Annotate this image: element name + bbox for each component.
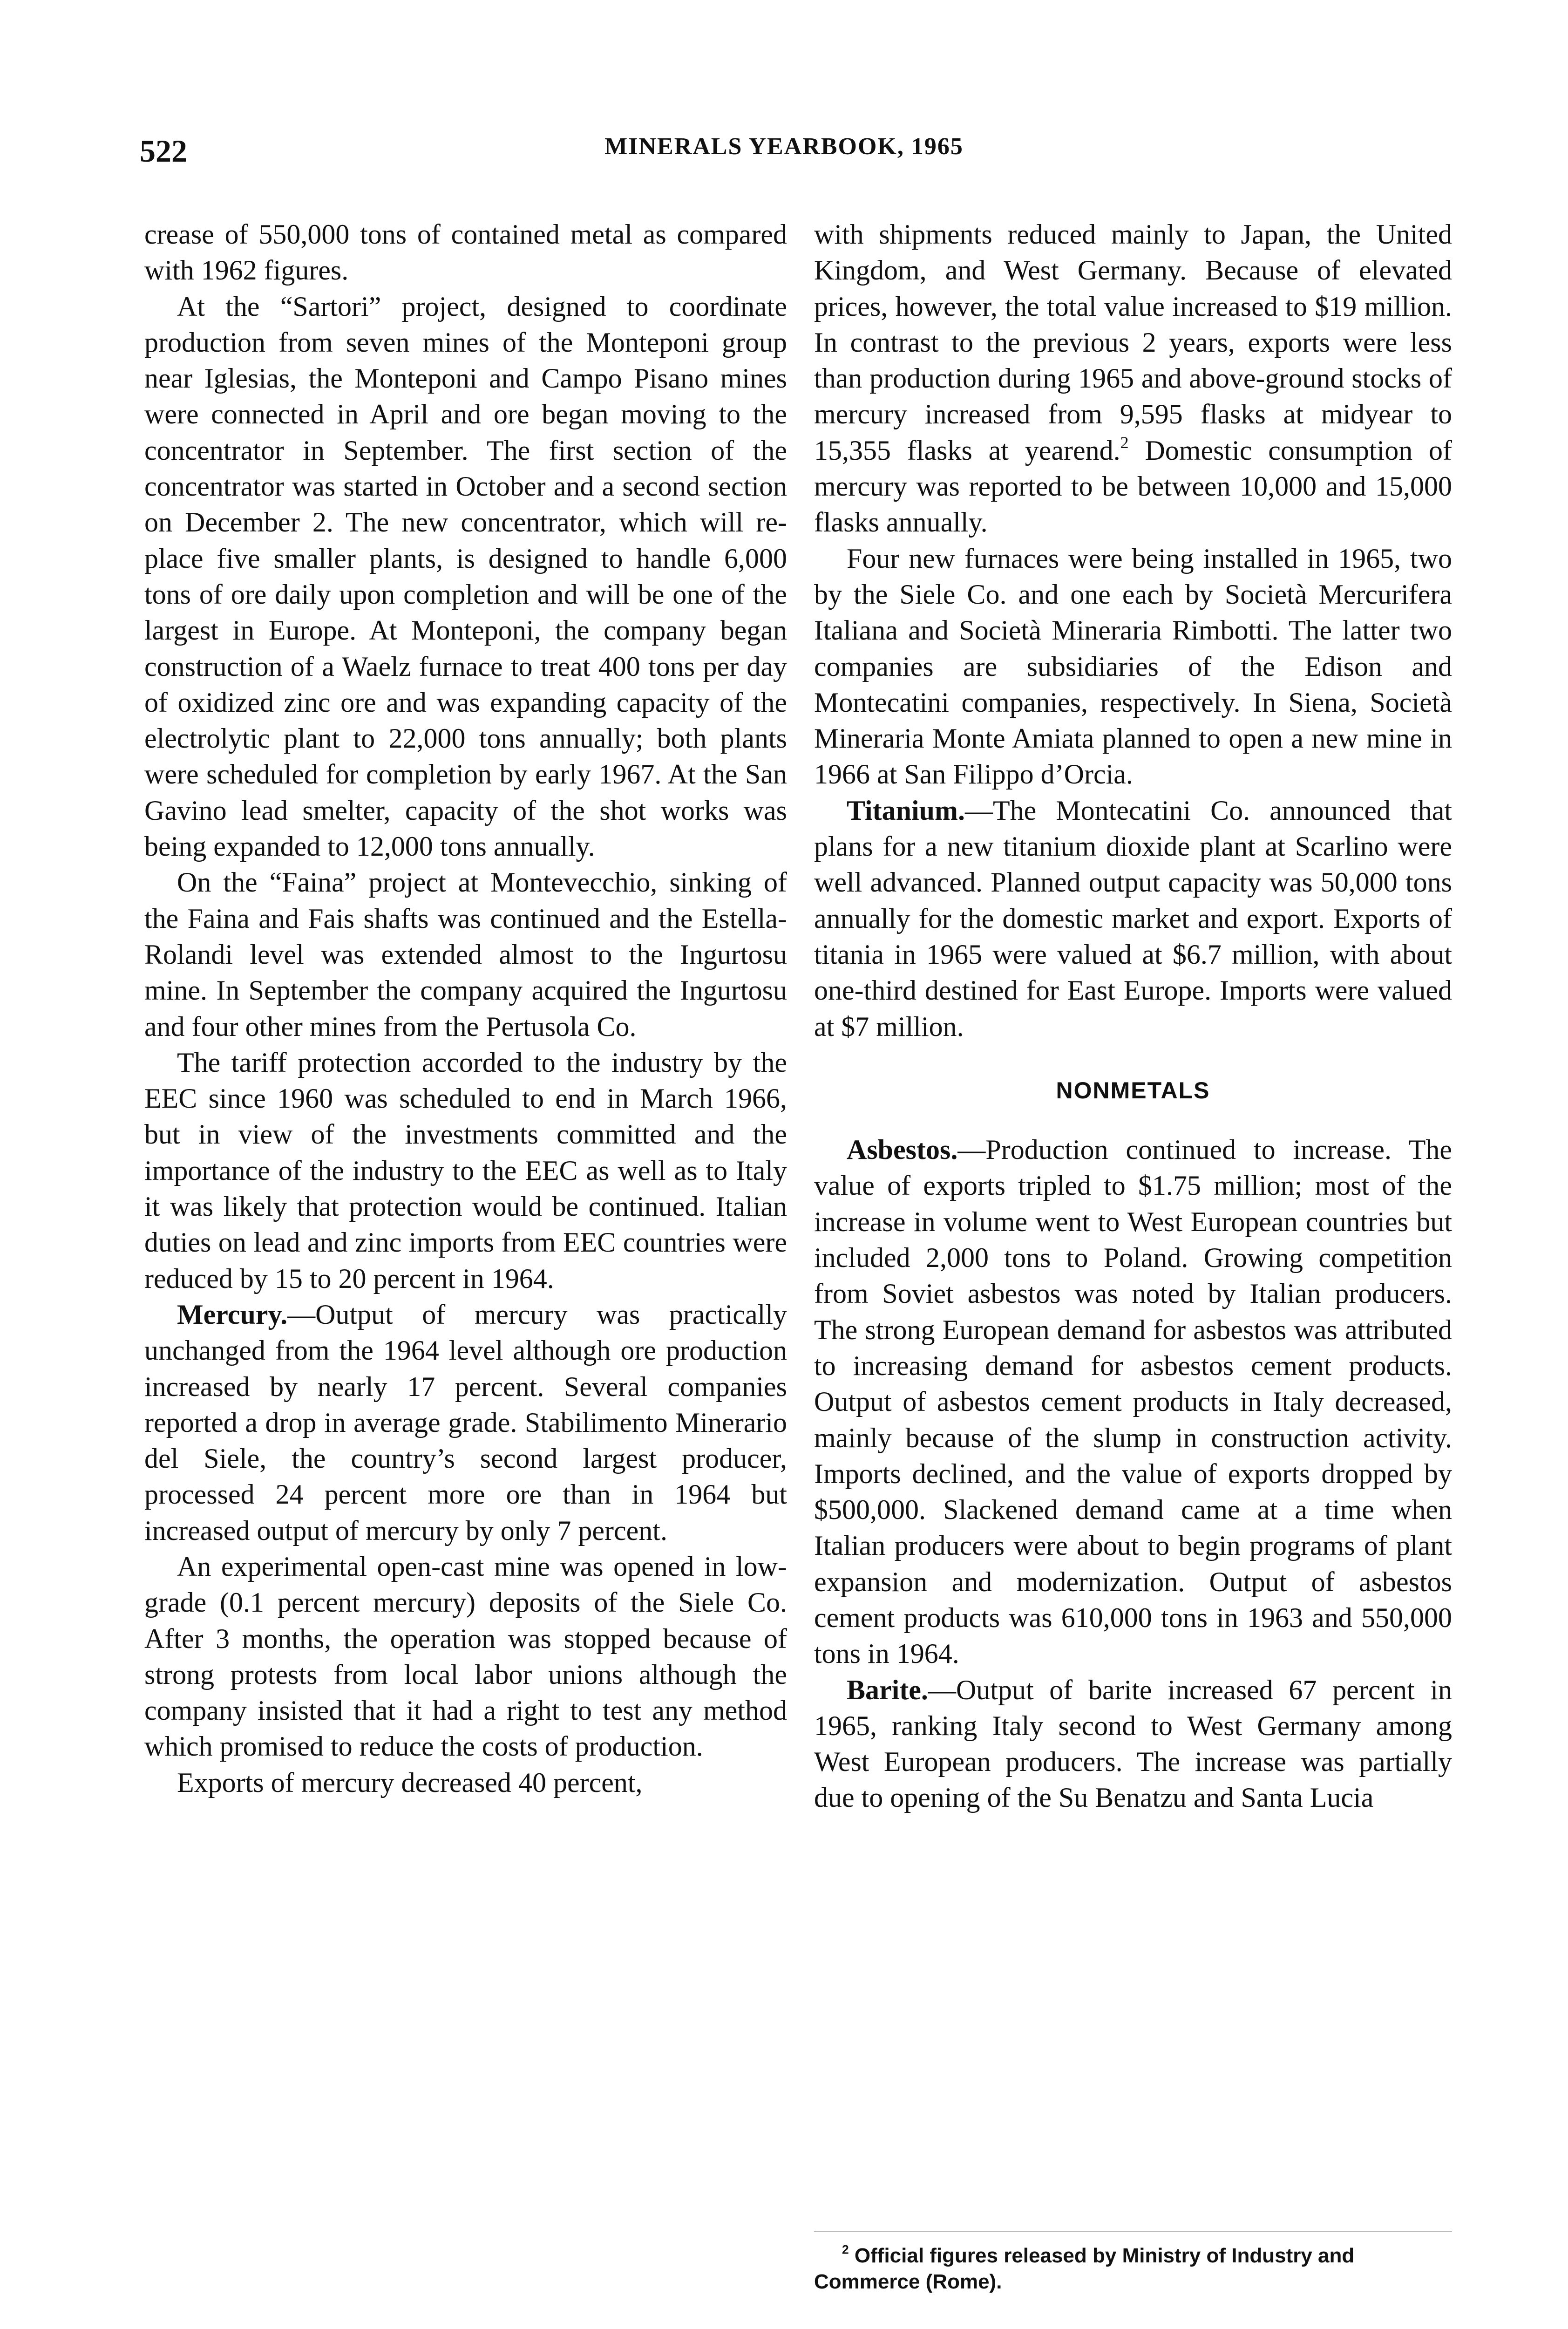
paragraph-barite-text: —Output of barite increased 67 percent in 1965, ranking Italy second to West Germany among West European producers. The increase was partially due to opening of the Su Benatzu and Santa Lucia xyxy=(814,1674,1452,1813)
paragraph-titanium-text: —The Montecatini Co. announced that plans for a new titanium dioxide plant at Scarlino were well advanced. Planned output capacity was 50,000 tons annually for the domestic market and export. Exports of titania in 1965 were valued at $6.7 million, with about one-third destined for East Europe. Imports were valued at $7 million. xyxy=(814,795,1452,1042)
paragraph-sartori-project: At the “Sartori” project, designed to coordinate production from seven mines of the Monteponi group near Iglesias, the Monteponi and Campo Pisano mines were connected in April and ore began moving to the concentrator in September. The first section of the concentrator was started in October and a second section on December 2. The new concentrator, which will replace five smaller plants, is designed to handle 6,000 tons of ore daily upon completion and will be one of the largest in Europe. At Monteponi, the company began construction of a Waelz furnace to treat 400 tons per day of oxidized zinc ore and was expanding capacity of the electrolytic plant to 22,000 tons annually; both plants were scheduled for completion by early 1967. At the San Gavino lead smelter, capacity of the shot works was being expanded to 12,000 tons annually. xyxy=(144,291,787,862)
footnote-text: Official figures released by Ministry of Industry and Commerce (Rome). xyxy=(814,2244,1355,2293)
paragraph-asbestos-text: —Production continued to increase. The value of exports tripled to $1.75 million; most of the increase in volume went to West European countries but included 2,000 tons to Poland. Growing competition from Soviet asbestos was noted by Italian producers. The strong European demand for asbestos was attributed to increasing demand for asbestos cement products. Output of asbestos cement products in Italy decreased, mainly because of the slump in construction activity. Imports declined, and the value of exports dropped by $500,000. Slackened demand came at a time when Italian producers were about to begin programs of plant expansion and modernization. Output of asbestos cement products was 610,000 tons in 1963 and 550,000 tons in 1964. xyxy=(814,1134,1452,1669)
section-heading-nonmetals: NONMETALS xyxy=(1056,1077,1210,1103)
paragraph-new-furnaces: Four new furnaces were being installed in 1965, two by the Siele Co. and one each by Società Mercurifera Italiana and Società Mineraria Rimbotti. The latter two companies are subsidiaries of the Edison and Montecatini companies, respectively. In Siena, Società Mineraria Monte Amiata planned to open a new mine in 1966 at San Filippo d’Orcia. xyxy=(814,543,1452,790)
paragraph-titanium xyxy=(814,793,1452,1045)
paragraph-zinc-continued: crease of 550,000 tons of contained metal as compared with 1962 figures. xyxy=(144,219,787,286)
run-in-heading-mercury: Mercury. xyxy=(177,1299,288,1330)
footnote-divider xyxy=(814,2231,1452,2232)
paragraph-mercury-exports: Exports of mercury decreased 40 percent, xyxy=(177,1767,643,1798)
footnote-marker: 2 xyxy=(842,2242,849,2257)
paragraph-mercury-exports-continued xyxy=(814,217,1452,541)
paragraph-open-cast-mine: An experimental open-cast mine was opened in low-grade (0.1 percent mercury) deposits of the Siele Co. After 3 months, the operation was stopped because of strong protests from local labor unions although the company insisted that it had a right to test any method which promised to reduce the costs of production. xyxy=(144,1551,787,1762)
paragraph-tariff-protection: The tariff protection accorded to the industry by the EEC since 1960 was scheduled to end in March 1966, but in view of the investments committed and the importance of the industry to the EEC as well as to Italy it was likely that protection would be continued. Italian duties on lead and zinc imports from EEC countries were reduced by 15 to 20 percent in 1964. xyxy=(144,1047,787,1294)
paragraph-text-part-b: Domestic consumption of mercury was reported to be between 10,000 and 15,000 flasks annually. xyxy=(814,435,1453,538)
footnote-reference: 2 xyxy=(1120,433,1129,452)
run-in-heading-barite: Barite. xyxy=(847,1674,928,1705)
left-column xyxy=(144,217,787,1801)
footnote xyxy=(814,2243,1452,2295)
running-head: MINERALS YEARBOOK, 1965 xyxy=(604,133,964,160)
paragraph-mercury xyxy=(144,1297,787,1549)
paragraph-barite xyxy=(814,1672,1452,1816)
paragraph-text-part-a: with shipments reduced mainly to Japan, the United Kingdom, and West Germany. Because of elevated prices, however, the total value increased to $19 million. In contrast to the previous 2 years, exports were less than production during 1965 and above-ground stocks of mercury increased from 9,595 flasks at midyear to 15,355 flasks at yearend. xyxy=(814,219,1452,466)
paragraph-asbestos xyxy=(814,1132,1452,1672)
page-number: 522 xyxy=(140,133,187,169)
paragraph-mercury-text: —Output of mercury was practically unchanged from the 1964 level although ore production increased by nearly 17 percent. Several companies reported a drop in average grade. Stabilimento Minerario del Siele, the country’s second largest producer, processed 24 percent more ore than in 1964 but increased output of mercury by only 7 percent. xyxy=(144,1299,787,1546)
run-in-heading-asbestos: Asbestos. xyxy=(847,1134,958,1165)
right-column xyxy=(814,217,1452,1816)
paragraph-faina-project: On the “Faina” project at Montevecchio, sinking of the Faina and Fais shafts was continued and the Estella-Rolandi level was extended almost to the Ingurtosu mine. In September the company acquired the Ingurtosu and four other mines from the Pertusola Co. xyxy=(144,867,787,1042)
run-in-heading-titanium: Titanium. xyxy=(847,795,965,826)
